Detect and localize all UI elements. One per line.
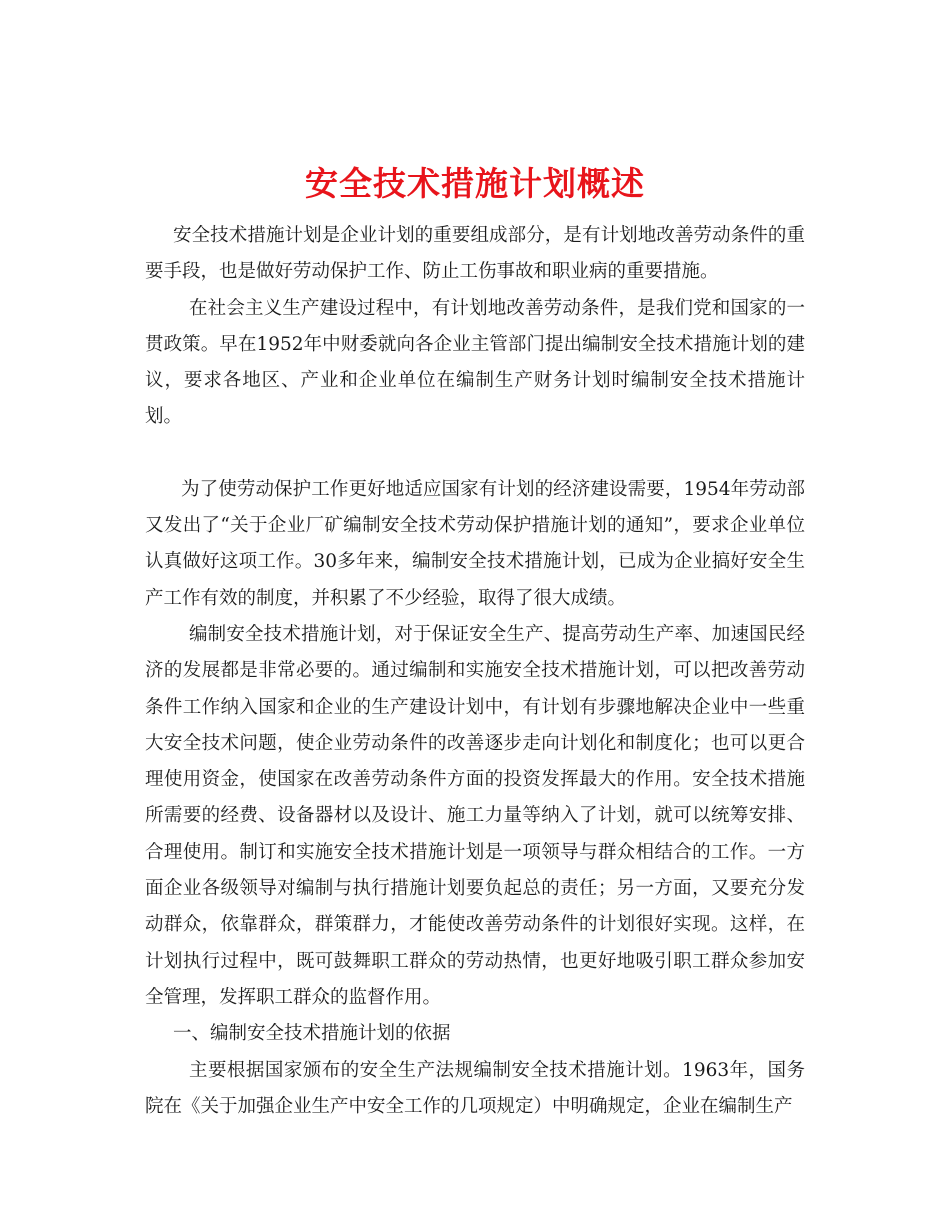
section-heading-basis: 一、编制安全技术措施计划的依据	[173, 1023, 451, 1045]
paragraph-basis: 主要根据国家颁布的安全生产法规编制安全技术措施计划。1963年，国务院在《关于加强企业生产中安全工作的几项规定）中明确规定，企业在编制生产	[145, 1059, 805, 1117]
document-title: 安全技术措施计划概述	[305, 164, 645, 204]
paragraph-intro: 安全技术措施计划是企业计划的重要组成部分，是有计划地改善劳动条件的重要手段，也是做好劳动保护工作、防止工伤事故和职业病的重要措施。	[145, 225, 805, 283]
paragraph-spacer	[145, 436, 805, 472]
paragraph-importance: 编制安全技术措施计划，对于保证安全生产、提高劳动生产率、加速国民经济的发展都是非常必要的。通过编制和实施安全技术措施计划，可以把改善劳动条件工作纳入国家和企业的生产建设计划中，有计划有步骤地解决企业中一些重大安全技术问题，使企业劳动条件的改善逐步走向计划化和制度化；也可以更合理使用资金，使国家在改善劳动条件方面的投资发挥最大的作用。安全技术措施所需要的经费、设备器材以及设计、施工力量等纳入了计划，就可以统筹安排、合理使用。制订和实施安全技术措施计划是一项领导与群众相结合的工作。一方面企业各级领导对编制与执行措施计划要负起总的责任；另一方面，又要充分发动群众，依靠群众，群策群力，才能使改善劳动条件的计划很好实现。这样，在计划执行过程中，既可鼓舞职工群众的劳动热情，也更好地吸引职工群众参加安全管理，发挥职工群众的监督作用。	[145, 623, 805, 1008]
paragraph-history: 为了使劳动保护工作更好地适应国家有计划的经济建设需要，1954年劳动部又发出了“关于企业厂矿编制安全技术劳动保护措施计划的通知”，要求企业单位认真做好这项工作。30多年来，编制安全技术措施计划，已成为企业搞好安全生产工作有效的制度，并积累了不少经验，取得了很大成绩。	[145, 478, 805, 609]
document-body	[145, 218, 805, 1125]
paragraph-policy: 在社会主义生产建设过程中，有计划地改善劳动条件，是我们党和国家的一贯政策。早在1952年中财委就向各企业主管部门提出编制安全技术措施计划的建议，要求各地区、产业和企业单位在编制生产财务计划时编制安全技术措施计划。	[145, 297, 805, 428]
